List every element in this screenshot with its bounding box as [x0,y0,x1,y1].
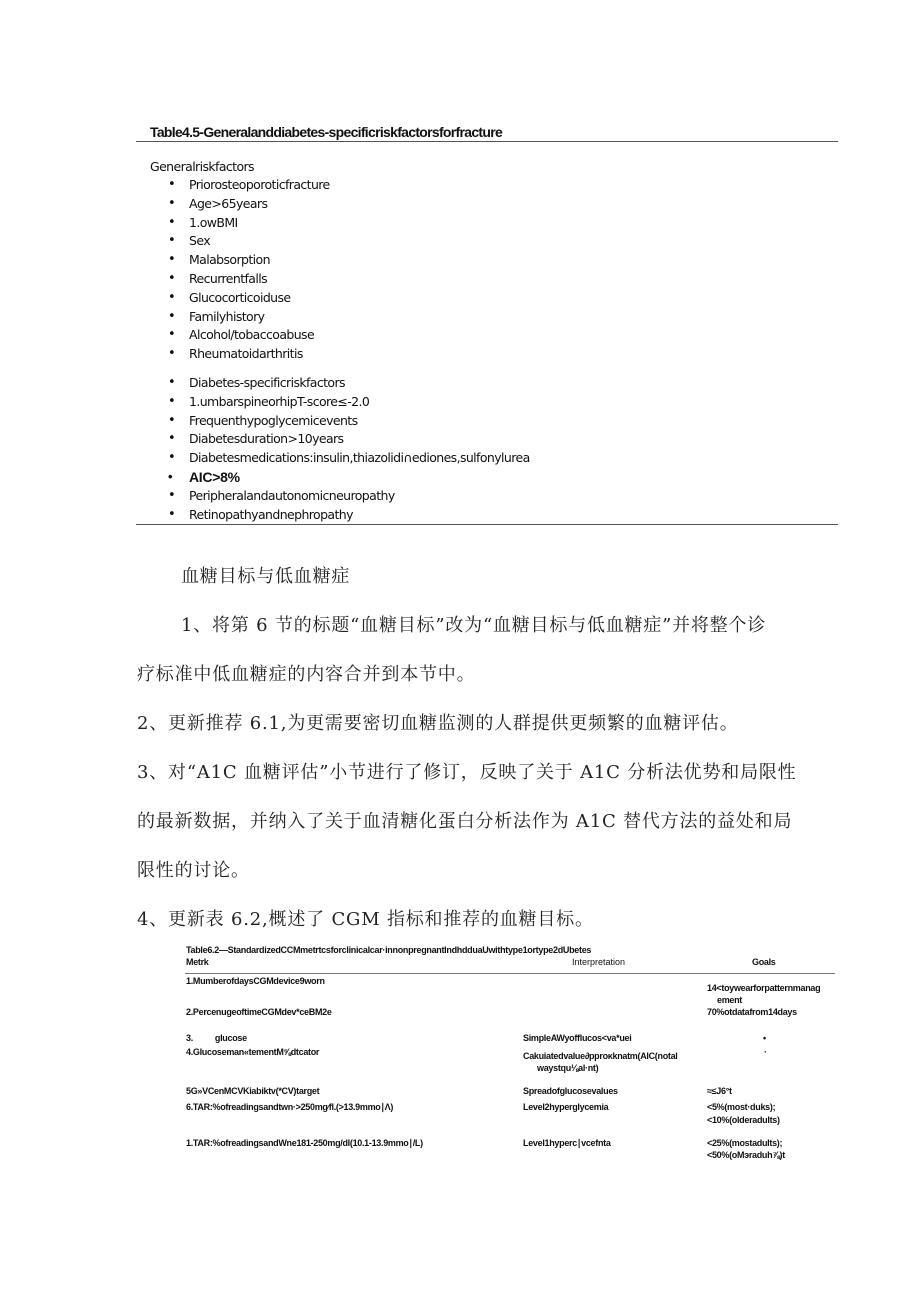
list-item: • Priorosteoporoticfracture [168,177,330,192]
table-4-5-top-rule [136,141,838,142]
table-cell-interpretation: Cakuiatedvalue∂pproκknatm(AIC(notal [523,1051,678,1061]
list-item: • Malabsorption [168,252,270,268]
table-cell-goals: <5%(most·duks); [707,1102,776,1112]
table-cell-goals: 70%otdatafrom14days [707,1007,797,1017]
table-cell-metric: 1.MumberofdaysCGMdevice9worn [186,976,325,986]
list-item: • AIC>8% [168,468,240,485]
list-item: • Retinopathyandnephropathy [168,506,353,522]
body-line: 疗标准中低血糖症的内容合并到本节中。 [137,664,476,685]
table-cell-goals: ≈≤J6°t [707,1086,732,1096]
list-item: • Diabetes-specificriskfactors [168,375,345,390]
table-6-2-header-rule [185,973,835,974]
table-cell-metric: 1.TAR:%ofreadingsandWne181-250mg/dl(10.1-13.9mmo∣/L) [186,1138,423,1148]
table-cell-interpretation: Spreadofglucosevalues [523,1086,618,1096]
general-risk-factors-heading: Generalriskfactors [150,159,254,174]
body-line: 3、对“A1C 血糖评估”小节进行了修订，反映了关于 A1C 分析法优势和局限性 [137,762,797,783]
table-cell-interpretation: waystqu⅛al·nt) [537,1063,599,1073]
table-cell-metric: 3. glucose [186,1033,247,1043]
body-line: 2、更新推荐 6.1,为更需要密切血糖监测的人群提供更频繁的血糖评估。 [137,713,739,734]
table-cell-metric: 5G»VCenMCVKiabiktv(*CV)target [186,1086,320,1096]
body-line: 4、更新表 6.2,概述了 CGM 指标和推荐的血糖目标。 [137,909,594,930]
table-cell-metric: 2.PercenugeoftimeCGMdev*ceBM2e [186,1007,332,1017]
list-item: • Diabetesmedications:insulin,thiazolidi∩ediones,sulfonylurea [168,450,530,466]
table-cell-interpretation: Level1hyperc∣vcefnta [523,1138,611,1148]
table-cell-goals: · [764,1047,767,1057]
table-cell-goals: ement [717,995,743,1005]
table-4-5-bottom-rule [136,524,838,525]
section-heading: 血糖目标与低血糖症 [181,566,351,587]
table-cell-goals: • [763,1033,766,1043]
list-item: • 1.umbarspineorhipT-score≤-2.0 [168,393,370,409]
table-4-5-title: Table4.5-Generalanddiabetes-specificriskfactorsforfracture [150,124,503,140]
body-line: 的最新数据，并纳入了关于血清糖化蛋白分析法作为 A1C 替代方法的益处和局 [137,811,793,832]
list-item: • Peripheralandautonomicneuropathy [168,487,395,503]
table-cell-goals: <50%(oMэraduh⅞)t [707,1150,785,1160]
column-header-interpretation: Interpretation [572,957,626,967]
list-item: • Glucocorticoiduse [168,289,291,305]
list-item: • Rheumatoidarthritis [168,346,303,362]
general-risk-factors-list [166,176,330,364]
list-item: • Familyhistory [168,308,265,324]
body-line: 限性的讨论。 [137,860,250,881]
table-cell-goals: <25%(mostadults); [707,1138,783,1148]
diabetes-risk-factors-list [166,374,530,524]
table-cell-goals: 14<toywearforpatternmanag [707,983,821,993]
body-line: 1、将第 6 节的标题“血糖目标”改为“血糖目标与低血糖症”并将整个诊 [181,615,767,636]
list-item: • 1.owBMI [168,214,238,230]
list-item: • Diabetesduration>10years [168,431,344,447]
column-header-metric: Metrk [186,957,209,967]
list-item: • Alcohol/tobaccoabuse [168,327,315,343]
table-cell-metric: 4.Glucoseman«tementM⅝dtcator [186,1047,320,1057]
list-item: • Age>65years [168,195,268,211]
list-item: • Sex [168,233,211,249]
table-cell-interpretation: Level2hyperglycemia [523,1102,609,1112]
list-item: • Frequenthypoglycemicevents [168,412,358,428]
table-cell-goals: <10%(olderadults) [707,1115,780,1125]
table-cell-interpretation: SimpleAWyofflucos<va*uei [523,1033,632,1043]
column-header-goals: Goals [752,957,776,967]
table-cell-metric: 6.TAR:%ofreadingsandtwn·>250mg⁄fl.(>13.9mmo∣Λ) [186,1102,394,1112]
list-item: • Recurrentfalls [168,270,268,286]
table-6-2-title: Table6.2—StandardizedCCMmetrtcsforclinicalcar·innonpregnantIndhdduaUwithtype1ortype2dUbetes [186,945,592,955]
